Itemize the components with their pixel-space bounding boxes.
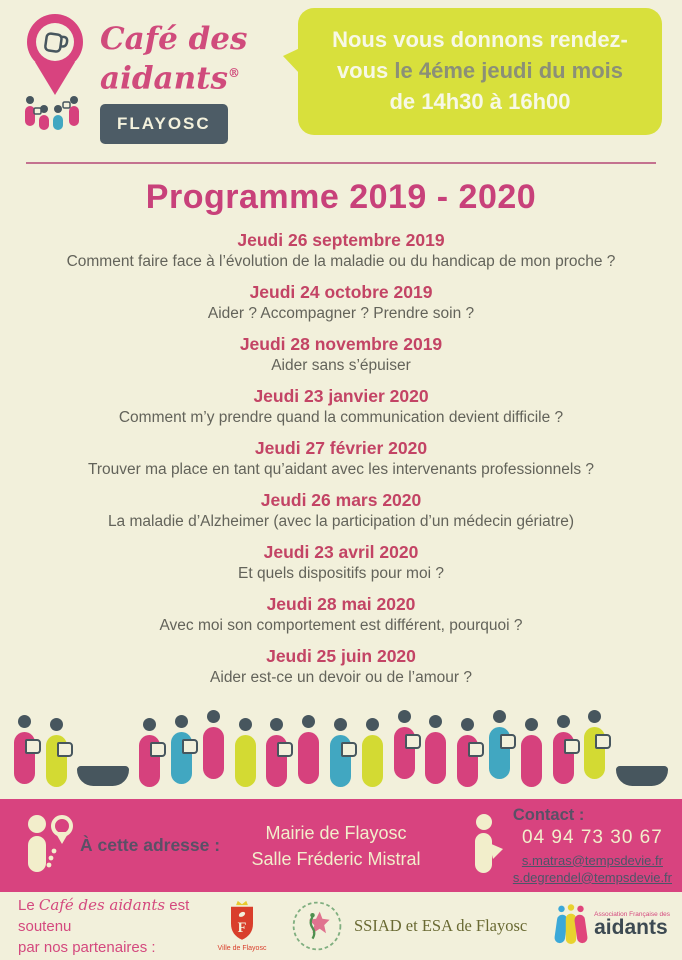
contact-details bbox=[513, 806, 672, 886]
person-location-pin-icon bbox=[24, 811, 76, 881]
afa-small-text: Association Française des bbox=[594, 911, 670, 918]
table-shape bbox=[77, 766, 129, 786]
schedule-speech-bubble bbox=[298, 8, 662, 135]
person-head bbox=[270, 718, 283, 731]
contact-email-1: s.matras@tempsdevie.fr bbox=[521, 852, 663, 868]
venue-line1: Mairie de Flayosc bbox=[265, 822, 407, 843]
person-head bbox=[143, 718, 156, 731]
session-item bbox=[0, 593, 682, 636]
person-head bbox=[429, 715, 442, 728]
person-body bbox=[521, 735, 542, 787]
coffee-cup-icon bbox=[57, 742, 73, 757]
person-figure-yellow bbox=[46, 718, 68, 792]
person-head bbox=[588, 710, 601, 723]
header bbox=[0, 0, 682, 160]
person-figure-teal bbox=[171, 715, 193, 789]
table-shape bbox=[616, 766, 668, 786]
session-date: Jeudi 28 mai 2020 bbox=[266, 594, 416, 614]
session-item bbox=[0, 489, 682, 532]
session-item bbox=[0, 281, 682, 324]
ssiad-partner bbox=[290, 899, 527, 953]
person-body bbox=[362, 735, 383, 787]
ssiad-label: SSIAD et ESA de Flayosc bbox=[354, 916, 528, 935]
contact-block bbox=[469, 806, 672, 886]
registered-mark: ® bbox=[227, 66, 240, 80]
person-head bbox=[50, 718, 63, 731]
person-figure-pink bbox=[521, 718, 543, 792]
session-topic: Avec moi son comportement est différent, pourquoi ? bbox=[159, 617, 523, 634]
person-head bbox=[493, 710, 506, 723]
person-head bbox=[334, 718, 347, 731]
person-head bbox=[302, 715, 315, 728]
session-topic: Aider ? Accompagner ? Prendre soin ? bbox=[207, 305, 475, 322]
person-head bbox=[525, 718, 538, 731]
person-figure-yellow bbox=[362, 718, 384, 792]
bubble-line3: de 14h30 à 16h00 bbox=[389, 89, 571, 114]
person-body bbox=[203, 727, 224, 779]
session-topic: Comment faire face à l’évolution de la maladie ou du handicap de mon proche ? bbox=[66, 253, 616, 270]
afa-big-text: aidants bbox=[594, 916, 668, 939]
session-topic: Trouver ma place en tant qu’aidant avec les intervenants professionnels ? bbox=[87, 461, 595, 478]
person-figure-pink bbox=[203, 710, 225, 784]
session-date: Jeudi 26 septembre 2019 bbox=[237, 230, 445, 250]
program-sessions-list bbox=[0, 229, 682, 697]
bubble-line2-white: vous bbox=[336, 58, 395, 83]
session-item bbox=[0, 645, 682, 688]
person-figure-pink bbox=[14, 715, 36, 789]
support-text bbox=[18, 895, 196, 958]
people-row bbox=[0, 702, 682, 792]
afa-wordmark bbox=[594, 911, 670, 938]
contact-label: Contact : bbox=[512, 805, 585, 824]
session-date: Jeudi 23 janvier 2020 bbox=[253, 386, 429, 406]
person-figure-pink bbox=[457, 718, 479, 792]
session-topic: Aider sans s’épuiser bbox=[271, 357, 411, 374]
coffee-cup-icon bbox=[500, 734, 516, 749]
three-figures-icon bbox=[552, 903, 590, 949]
session-date: Jeudi 26 mars 2020 bbox=[260, 490, 422, 510]
person-head bbox=[557, 715, 570, 728]
contact-phone: 04 94 73 30 67 bbox=[522, 826, 663, 848]
session-topic: Et quels dispositifs pour moi ? bbox=[238, 565, 444, 582]
logo-line2: aidants bbox=[100, 60, 228, 97]
person-head bbox=[398, 710, 411, 723]
person-figure-teal bbox=[489, 710, 511, 784]
address-contact-banner bbox=[0, 799, 682, 892]
session-date: Jeudi 27 février 2020 bbox=[254, 438, 428, 458]
session-item bbox=[0, 385, 682, 428]
session-item bbox=[0, 229, 682, 272]
person-head bbox=[366, 718, 379, 731]
logo-line1: Café des bbox=[100, 21, 248, 57]
support-line2: par nos partenaires : bbox=[18, 938, 156, 956]
session-date: Jeudi 24 octobre 2019 bbox=[249, 282, 433, 302]
person-figure-pink bbox=[394, 710, 416, 784]
speech-bubble-tail bbox=[283, 48, 300, 74]
ville-de-flayosc-logo bbox=[210, 900, 274, 952]
person-figure-pink bbox=[139, 718, 161, 792]
bubble-line2 bbox=[312, 55, 648, 86]
person-icon bbox=[469, 813, 503, 879]
association-aidants-logo bbox=[552, 903, 670, 949]
person-figure-pink bbox=[425, 715, 447, 789]
person-head bbox=[175, 715, 188, 728]
coffee-cup-icon bbox=[182, 739, 198, 754]
session-topic: La maladie d’Alzheimer (avec la participation d’un médecin gériatre) bbox=[107, 513, 575, 530]
person-figure-pink bbox=[266, 718, 288, 792]
person-figure-yellow bbox=[584, 710, 606, 784]
person-head bbox=[207, 710, 220, 723]
session-topic: Aider est-ce un devoir ou de l’amour ? bbox=[210, 669, 472, 686]
coffee-cup-icon bbox=[150, 742, 166, 757]
svg-text:F: F bbox=[237, 920, 247, 937]
coffee-pin-people-icon bbox=[22, 12, 92, 130]
coffee-cup-icon bbox=[595, 734, 611, 749]
coffee-cup-icon bbox=[405, 734, 421, 749]
session-date: Jeudi 23 avril 2020 bbox=[263, 542, 419, 562]
venue-address bbox=[232, 820, 440, 872]
page-title: Programme 2019 - 2020 bbox=[145, 178, 537, 216]
person-figure-yellow bbox=[235, 718, 257, 792]
partners-footer bbox=[0, 892, 682, 960]
cafe-des-aidants-logo bbox=[22, 12, 247, 144]
support-post: est soutenu bbox=[18, 896, 190, 935]
bubble-line1: Nous vous donnons rendez- bbox=[332, 27, 628, 52]
session-item bbox=[0, 541, 682, 584]
person-body bbox=[298, 732, 319, 784]
location-badge: FLAYOSC bbox=[100, 104, 228, 144]
support-pre: Le bbox=[18, 896, 39, 914]
person-head bbox=[18, 715, 31, 728]
shield-crown-icon bbox=[224, 900, 260, 944]
coffee-cup-icon bbox=[341, 742, 357, 757]
session-date: Jeudi 25 juin 2020 bbox=[266, 646, 416, 666]
session-topic: Comment m’y prendre quand la communication devient difficile ? bbox=[118, 409, 564, 426]
coffee-cup-icon bbox=[468, 742, 484, 757]
coffee-cup-icon bbox=[25, 739, 41, 754]
contact-email-2: s.degrendel@tempsdevie.fr bbox=[512, 869, 672, 885]
ssiad-circle-logo-icon bbox=[290, 899, 344, 953]
coffee-cup-icon bbox=[277, 742, 293, 757]
address-label: À cette adresse : bbox=[80, 835, 221, 855]
person-body bbox=[235, 735, 256, 787]
ville-logo-label: Ville de Flayosc bbox=[217, 945, 267, 952]
person-figure-pink bbox=[553, 715, 575, 789]
venue-line2: Salle Fréderic Mistral bbox=[251, 848, 421, 869]
coffee-cup-icon bbox=[564, 739, 580, 754]
person-figure-teal bbox=[330, 718, 352, 792]
person-body bbox=[425, 732, 446, 784]
support-italic: Café des aidants bbox=[38, 895, 166, 914]
person-head bbox=[461, 718, 474, 731]
header-divider bbox=[26, 162, 656, 164]
session-date: Jeudi 28 novembre 2019 bbox=[239, 334, 443, 354]
bubble-line2-gray: le 4éme jeudi du mois bbox=[394, 58, 624, 83]
person-figure-pink bbox=[298, 715, 320, 789]
logo-wordmark bbox=[100, 22, 247, 144]
session-item bbox=[0, 333, 682, 376]
session-item bbox=[0, 437, 682, 480]
person-head bbox=[239, 718, 252, 731]
